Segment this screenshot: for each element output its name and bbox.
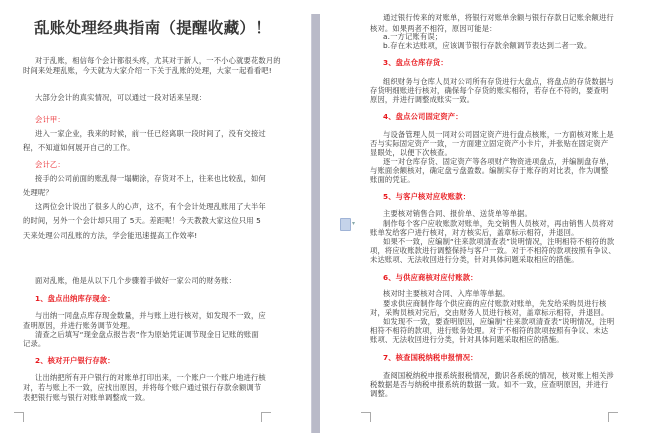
- text-line: 这两位会计说出了很多人的心声，这不，有个会计处理乱账用了大半年: [35, 202, 266, 211]
- text-line: 接手的公司前面的账乱得一塌糊涂，存货对不上，往来也比较乱，如何: [35, 174, 266, 183]
- text-line: 如果不一致，应编制“往来款项清查表”说明情况，注明相符不相符的款: [383, 237, 615, 246]
- text-line: 组织财务与仓库人员对公司所有存货进行大盘点，将盘点的存货数据与: [383, 77, 614, 86]
- text-line: 主要核对销售合同、报价单、送货单等单据。: [383, 209, 532, 218]
- text-line: 否与实际固定资产一致，一方面建立固定资产小卡片，并张贴在固定资产: [370, 139, 609, 148]
- text-line: 制作每个客户应收账款对账单，先交销售人员核对，再由销售人员将对: [383, 219, 614, 228]
- text-line: 与设备管理人员一同对公司固定资产进行盘点核账，一方面核对账上是: [383, 130, 614, 139]
- text-line: 要求供应商制作每个供应商的应付账款对账单，先发给采购员进行核: [383, 299, 607, 308]
- text-line: 让出纳把所有开户银行的对账单打印出来，一个账户一个账户地进行核: [35, 373, 266, 382]
- text-line: 查阅国税纳税申报系统报税情况，勤识各系统的情况，核对账上相关涉: [383, 371, 614, 380]
- text-line: 天来处理公司乱账的方法，学会能迅速提高工作效率!: [23, 231, 198, 240]
- text-line: 对于乱账，相信每个会计都很头疼，尤其对于新人，一不小心就要花数月的: [35, 56, 281, 65]
- text-line: 处理呢？: [23, 188, 53, 197]
- text-line: 相符不相符的款项，进行账务处理。对于不相符的款项按照有争议、未达: [370, 326, 609, 335]
- text-line: 大部分会计的真实情况，可以通过一段对话来呈现：: [35, 93, 207, 102]
- text-line: 账面的凭证。: [370, 175, 415, 184]
- text-line: 表把银行账与银行对账单调整成一致。: [23, 393, 150, 402]
- text-line: 的时间，另外一个会计却只用了 5天。差距呢！今天教教大家这位只用 5: [23, 216, 261, 225]
- text-line: 时间来处理乱账，今天就为大家介绍一下关于乱账的处理，大家一起看看吧!: [23, 66, 272, 75]
- text-line: 原因，并进行调整成账实一致。: [370, 95, 475, 104]
- text-line: 显眼处，以便下次核查。: [370, 148, 452, 157]
- speaker-label: 会计甲：: [35, 115, 65, 124]
- section-heading: 5、与客户核对应收账款：: [383, 192, 471, 201]
- text-line: 面对乱账，他是从以下几个步骤着手做好一家公司的财务账：: [35, 276, 237, 285]
- text-line: 通过银行传来的对账单，将银行对账单余额与银行存款日记账余额进行: [383, 13, 614, 22]
- text-line: 税数据是否与纳税申报系统的数据一致。如不一致，应查明原因，并进行: [370, 380, 609, 389]
- page-corner-mark: [361, 412, 371, 422]
- speaker-label: 会计乙：: [35, 160, 65, 169]
- page-corner-mark: [14, 412, 24, 422]
- section-heading: 1、盘点出纳库存现金：: [35, 294, 115, 303]
- page-corner-mark: [608, 412, 618, 422]
- text-line: b.存在未达账项，应该调节银行存款余额调节表达到二者一致。: [383, 41, 592, 50]
- chevron-down-icon[interactable]: ▾: [352, 220, 356, 227]
- text-line: 逐一对仓库存货、固定资产等各项财产物资进项盘点，并编制盘存单，: [383, 157, 614, 166]
- page-corner-mark: [261, 412, 271, 422]
- document-page-left: [0, 0, 311, 433]
- text-line: 记录。: [23, 339, 46, 348]
- text-line: 进入一家企业，我来的时候，前一任已经离职一段时间了，没有交接过: [35, 129, 266, 138]
- text-line: 对，采购员核对完后，交由财务人员进行核对，盖章标示相符，并退回。: [370, 308, 609, 317]
- section-heading: 7、核查国税纳税申报情况：: [383, 353, 478, 362]
- document-options-icon[interactable]: [340, 218, 351, 231]
- text-line: 存货明细账进行核对，确保每个存货的账实相符，若存在不符的，要查明: [370, 86, 609, 95]
- text-line: 与账面余额核对，确定盘亏盘盈数。编制实存于账存的对比表，作为调整: [370, 166, 609, 175]
- section-heading: 2、核对开户银行存款：: [35, 356, 115, 365]
- document-title: 乱账处理经典指南（提醒收藏）！: [34, 19, 272, 37]
- text-line: 查明原因，并进行账务调节处理。: [23, 321, 135, 330]
- document-page-right: [320, 0, 652, 433]
- text-line: 核对。如果两者不相符，原因可能是：: [370, 24, 497, 33]
- text-line: 与出纳一同盘点库存现金数量，并与账上进行核对，如发现不一致，应: [35, 311, 266, 320]
- text-line: 对，若与账上不一致，应找出原因，并将每个账户通过银行存款余额调节: [23, 383, 262, 392]
- text-line: 核对时主要核对合同、入库单等单据。: [383, 289, 510, 298]
- text-line: 如发现不一致，要查明原因，应编制“往来款项清查表”说明情况，注明: [383, 317, 615, 326]
- text-line: 未达账项、无法收回进行分类，针对具体问题采取相应的措施。: [370, 255, 579, 264]
- text-line: 调整。: [370, 389, 393, 398]
- text-line: 程，不知道如何展开自己的工作。: [23, 143, 135, 152]
- text-line: 账项、无法收回进行分类，针对具体问题采取相应的措施。: [370, 335, 564, 344]
- section-heading: 4、盘点公司固定资产：: [383, 112, 463, 121]
- section-heading: 6、与供应商核对应付账款：: [383, 273, 478, 282]
- text-line: 账单发给客户进行核对，对方核实后，盖章标示相符，并退回。: [370, 228, 579, 237]
- text-line: 项，将应收账款进行调整保持与客户一致。对于不相符的款项按照有争议、: [370, 246, 616, 255]
- section-heading: 3、盘点仓库存货：: [383, 58, 448, 67]
- text-line: 清查之后填写“现金盘点报告表”作为原始凭证调节现金日记账的账面: [35, 330, 259, 339]
- text-line: a.一方记账有误；: [383, 32, 443, 41]
